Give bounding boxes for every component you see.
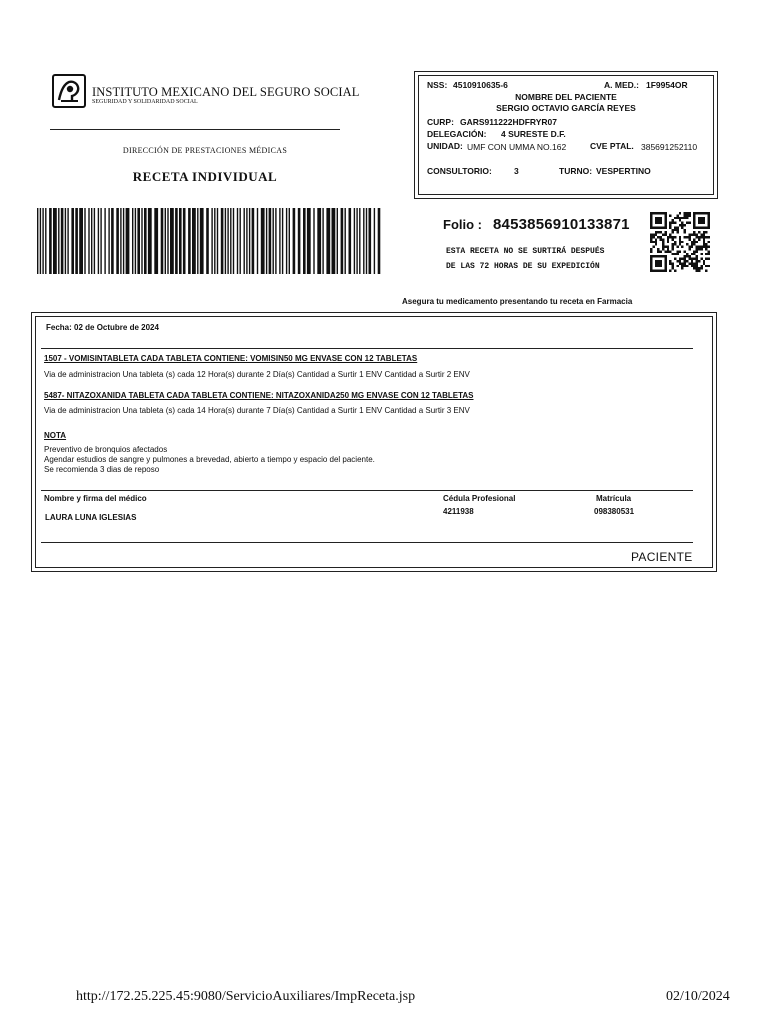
signature-divider	[41, 490, 693, 491]
amed-value: 1F9954OR	[646, 80, 688, 90]
note-line: Agendar estudios de sangre y pulmones a brevedad, abierto a tiempo y espacio del paciente.	[44, 455, 375, 464]
consultorio-value: 3	[514, 166, 519, 176]
page-title: RECETA INDIVIDUAL	[132, 169, 278, 184]
imss-logo-icon	[52, 74, 86, 108]
nss-value: 4510910635-6	[453, 80, 508, 90]
note-title: NOTA	[44, 431, 67, 440]
medication-title: 1507 - VOMISINTABLETA CADA TABLETA CONTIENE: VOMISIN50 MG ENVASE CON 12 TABLETAS	[44, 354, 418, 363]
pharmacy-note: Asegura tu medicamento presentando tu receta en Farmacia	[402, 297, 633, 306]
amed-label: A. MED.:	[604, 80, 639, 90]
cedula-value: 4211938	[443, 507, 474, 516]
note-line: Preventivo de bronquios afectados	[44, 445, 168, 454]
direction-heading: DIRECCIÓN DE PRESTACIONES MÉDICAS	[122, 146, 288, 155]
footer-date: 02/10/2024	[666, 989, 730, 1004]
note-line: Se recomienda 3 dias de reposo	[44, 465, 160, 474]
barcode	[37, 208, 381, 274]
consultorio-label: CONSULTORIO:	[427, 166, 492, 176]
turno-label: TURNO:	[559, 166, 593, 176]
unidad-value: UMF CON UMMA NO.162	[467, 142, 567, 152]
bottom-divider	[41, 542, 693, 543]
matricula-label: Matrícula	[596, 494, 632, 503]
folio-label: Folio :	[443, 217, 482, 232]
patient-name-label: NOMBRE DEL PACIENTE	[515, 92, 617, 102]
medication-title: 5487- NITAZOXANIDA TABLETA CADA TABLETA CONTIENE: NITAZOXANIDA250 MG ENVASE CON 12 TABLETAS	[44, 391, 474, 400]
folio-number: 8453856910133871	[493, 216, 630, 233]
expiry-notice-line2: DE LAS 72 HORAS DE SU EXPEDICIÓN	[446, 262, 600, 271]
prescription-date: Fecha: 02 de Octubre de 2024	[46, 323, 159, 332]
matricula-value: 098380531	[594, 507, 635, 516]
patient-name: SERGIO OCTAVIO GARCÍA REYES	[496, 103, 636, 113]
doctor-name: LAURA LUNA IGLESIAS	[45, 513, 137, 522]
medication-instructions: Via de administracion Una tableta (s) cada 14 Hora(s) durante 7 Día(s) Cantidad a Surtir 1 ENV Cantidad a Surtir 3 ENV	[44, 406, 470, 415]
institution-name: INSTITUTO MEXICANO DEL SEGURO SOCIAL	[92, 85, 360, 99]
cedula-label: Cédula Profesional	[443, 494, 516, 503]
turno-value: VESPERTINO	[596, 166, 651, 176]
qr-code-icon	[650, 212, 710, 272]
cve-value: 385691252110	[641, 142, 698, 152]
doctor-label: Nombre y firma del médico	[44, 494, 147, 503]
expiry-notice-line1: ESTA RECETA NO SE SURTIRÁ DESPUÉS	[446, 247, 605, 256]
institution-subtitle: SEGURIDAD Y SOLIDARIDAD SOCIAL	[92, 99, 198, 105]
header-divider	[50, 129, 340, 130]
date-divider	[41, 348, 693, 349]
curp-label: CURP:	[427, 117, 454, 127]
nss-label: NSS:	[427, 80, 448, 90]
curp-value: GARS911222HDFRYR07	[460, 117, 558, 127]
delegacion-label: DELEGACIÓN:	[427, 129, 487, 139]
footer-url: http://172.25.225.45:9080/ServicioAuxiliares/ImpReceta.jsp	[76, 989, 416, 1004]
cve-label: CVE PTAL.	[590, 141, 634, 151]
copy-label: PACIENTE	[631, 550, 693, 564]
delegacion-value: 4 SURESTE D.F.	[501, 129, 566, 139]
unidad-label: UNIDAD:	[427, 141, 463, 151]
medication-instructions: Via de administracion Una tableta (s) cada 12 Hora(s) durante 2 Día(s) Cantidad a Surtir 1 ENV Cantidad a Surtir 2 ENV	[44, 370, 470, 379]
